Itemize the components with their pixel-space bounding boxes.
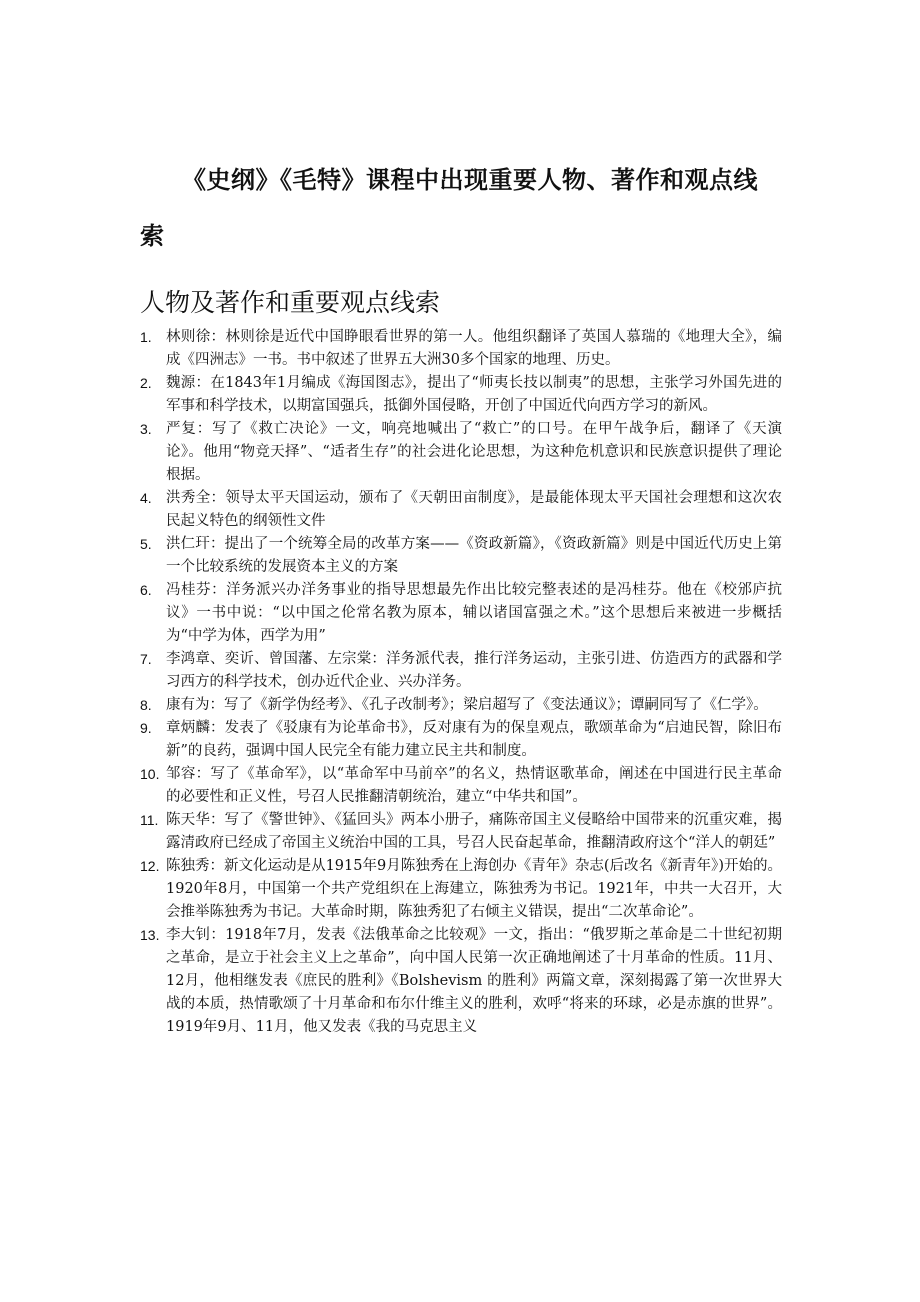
list-item-number: 13.: [140, 927, 160, 943]
list-item-text: 严复：写了《救亡决论》一文，响亮地喊出了“救亡”的口号。在甲午战争后，翻译了《天演论》。他用“物竞天择”、“适者生存”的社会进化论思想，为这种危机意识和民族意识提供了理论根据。: [166, 421, 782, 483]
list-item: [140, 533, 782, 579]
document-title: 《史纲》《毛特》课程中出现重要人物、著作和观点线索: [140, 166, 758, 250]
list-item-text: 洪仁玕：提出了一个统筹全局的改革方案——《资政新篇》，《资政新篇》则是中国近代历史上第一个比较系统的发展资本主义的方案: [166, 536, 782, 575]
list-item: [140, 717, 782, 763]
list-item-text: 章炳麟：发表了《驳康有为论革命书》，反对康有为的保皇观点，歌颂革命为“启迪民智，除旧布新”的良药，强调中国人民完全有能力建立民主共和制度。: [166, 720, 782, 759]
list-item-text: 陈独秀：新文化运动是从1915年9月陈独秀在上海创办《青年》杂志(后改名《新青年》)开始的。1920年8月，中国第一个共产党组织在上海建立，陈独秀为书记。1921年，中共一大召开，大会推举陈独秀为书记。大革命时期，陈独秀犯了右倾主义错误，提出“二次革命论”。: [166, 858, 782, 920]
list-item-number: 1.: [140, 329, 152, 345]
list-item: [140, 418, 782, 487]
list-item-text: 李鸿章、奕䜣、曾国藩、左宗棠：洋务派代表，推行洋务运动，主张引进、仿造西方的武器和学习西方的科学技术，创办近代企业、兴办洋务。: [166, 651, 782, 690]
list-item: [140, 855, 782, 924]
list-item-number: 5.: [140, 536, 152, 552]
list-item-number: 8.: [140, 697, 152, 713]
list-item-number: 10.: [140, 766, 160, 782]
list-item-number: 6.: [140, 582, 152, 598]
list-item-text: 洪秀全：领导太平天国运动，颁布了《天朝田亩制度》，是最能体现太平天国社会理想和这次农民起义特色的纲领性文件: [166, 490, 782, 529]
list-item-number: 9.: [140, 720, 152, 736]
list-item: [140, 809, 782, 855]
list-item: [140, 372, 782, 418]
list-item-number: 7.: [140, 651, 152, 667]
list-item-text: 邹容：写了《革命军》，以“革命军中马前卒”的名义，热情讴歌革命，阐述在中国进行民主革命的必要性和正义性，号召人民推翻清朝统治，建立“中华共和国”。: [166, 766, 782, 805]
list-item-text: 陈天华：写了《警世钟》、《猛回头》两本小册子，痛陈帝国主义侵略给中国带来的沉重灾难，揭露清政府已经成了帝国主义统治中国的工具，号召人民奋起革命，推翻清政府这个“洋人的朝廷”: [166, 812, 782, 851]
list-item: [140, 648, 782, 694]
list-item-number: 3.: [140, 421, 152, 437]
list-item: [140, 487, 782, 533]
list-item-number: 12.: [140, 858, 160, 874]
section-heading: 人物及著作和重要观点线索: [140, 288, 441, 317]
list-item: [140, 579, 782, 648]
list-item-number: 11.: [140, 812, 159, 828]
list-item-text: 李大钊：1918年7月，发表《法俄革命之比较观》一文，指出：“俄罗斯之革命是二十世纪初期之革命，是立于社会主义上之革命”，向中国人民第一次正确地阐述了十月革命的性质。11月、12月，他相继发表《庶民的胜利》《Bolshevism 的胜利》两篇文章，深刻揭露了第一次世界大战的本质，热情歌颂了十月革命和布尔什维主义的胜利，欢呼“将来的环球，必是赤旗的世界”。1919年9月、11月，他又发表《我的马克思主义: [166, 927, 782, 1035]
list-item-number: 2.: [140, 375, 152, 391]
numbered-list: [140, 326, 782, 1039]
list-item-number: 4.: [140, 490, 152, 506]
list-item: [140, 694, 782, 717]
list-item-text: 魏源：在1843年1月编成《海国图志》，提出了“师夷长技以制夷”的思想，主张学习外国先进的军事和科学技术，以期富国强兵，抵御外国侵略，开创了中国近代向西方学习的新风。: [166, 375, 782, 414]
list-item-text: 林则徐：林则徐是近代中国睁眼看世界的第一人。他组织翻译了英国人慕瑞的《地理大全》，编成《四洲志》一书。书中叙述了世界五大洲30多个国家的地理、历史。: [166, 329, 782, 368]
list-item: [140, 763, 782, 809]
list-item-text: 康有为：写了《新学伪经考》、《孔子改制考》；梁启超写了《变法通议》；谭嗣同写了《仁学》。: [166, 697, 768, 713]
list-item-text: 冯桂芬：洋务派兴办洋务事业的指导思想最先作出比较完整表述的是冯桂芬。他在《校邠庐抗议》一书中说：“以中国之伦常名教为原本，辅以诸国富强之术。”这个思想后来被进一步概括为“中学为体，西学为用”: [166, 582, 782, 644]
list-item: [140, 924, 782, 1039]
list-item: [140, 326, 782, 372]
